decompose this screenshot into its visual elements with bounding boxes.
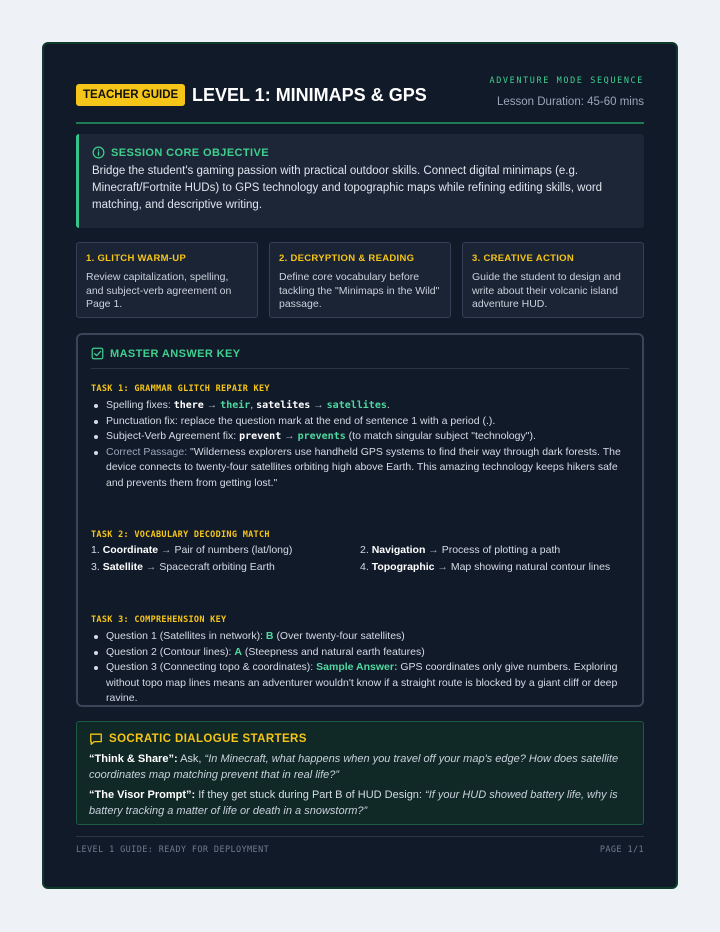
corrected-word: their <box>220 400 251 411</box>
footer-status: LEVEL 1 GUIDE: READY FOR DEPLOYMENT <box>76 845 270 855</box>
sva-note: (to match singular subject "technology"). <box>348 430 536 442</box>
task-3-list <box>91 629 629 707</box>
page-title: LEVEL 1: MINIMAPS & GPS <box>192 85 427 105</box>
answer-key-heading <box>91 347 629 369</box>
vocab-item: 4. Topographic → Map showing natural contour lines <box>360 561 611 573</box>
objective-heading <box>92 146 630 159</box>
checkbox-icon <box>91 347 104 360</box>
corrected-word: satellites <box>326 400 387 411</box>
page-number: PAGE 1/1 <box>599 845 644 855</box>
step-title: 3. CREATIVE ACTION <box>472 253 574 264</box>
vocab-item: 2. Navigation → Process of plotting a path <box>360 544 561 556</box>
header <box>76 74 644 124</box>
vocab-item: 3. Satellite → Spacecraft orbiting Earth <box>91 561 275 573</box>
step-text: Define core vocabulary before tackling the "Minimaps in the Wild" passage. <box>279 271 440 310</box>
task-1 <box>91 384 629 491</box>
arrow-icon: → <box>206 399 218 411</box>
answer-key-heading-text: MASTER ANSWER KEY <box>110 347 241 360</box>
socratic-heading <box>89 732 631 746</box>
spelling-label: Spelling fixes: <box>106 399 171 411</box>
objective-text: Bridge the student's gaming passion with practical outdoor skills. Connect digital minimaps (e.g. Minecraft/Fortnite HUDs) to GPS technology and topographic maps while refining editing skills, word matching, and descriptive writing. <box>92 165 603 211</box>
sva-label: Subject-Verb Agreement fix: <box>106 430 237 442</box>
step-card-creative-action <box>462 242 644 318</box>
sequence-label: ADVENTURE MODE SEQUENCE <box>489 76 644 86</box>
step-title: 2. DECRYPTION & READING <box>279 253 415 264</box>
spelling-fix-item: Spelling fixes: there → their, satelites → satellites. <box>91 398 629 414</box>
passage-text: "Wilderness explorers use handheld GPS systems to find their way through dark forests. The device connects to twenty-four satellites orbiting high above Earth. This amazing technology keeps hikers safe and prevents them from getting lost." <box>106 445 621 489</box>
vocab-grid <box>91 543 629 575</box>
visor-prompt: “The Visor Prompt”: If they get stuck during Part B of HUD Design: “If your HUD showed battery life, why is battery tracking a matter of life or death in a snowstorm?” <box>89 789 618 817</box>
step-card-decryption <box>269 242 451 318</box>
info-icon <box>92 146 105 159</box>
arrow-icon: → <box>284 430 295 442</box>
task-3 <box>91 615 629 707</box>
correct-passage-item <box>91 445 629 492</box>
question-1-answer: Question 1 (Satellites in network): B (Over twenty-four satellites) <box>91 629 629 645</box>
punctuation-fix-item: Punctuation fix: replace the question mark at the end of sentence 1 with a period (.). <box>91 414 629 430</box>
task-2 <box>91 530 629 575</box>
objective-heading-text: SESSION CORE OBJECTIVE <box>111 146 269 159</box>
header-meta <box>489 76 644 108</box>
incorrect-verb: prevent <box>239 431 282 442</box>
corrected-verb: prevents <box>297 431 346 442</box>
step-text: Review capitalization, spelling, and subject-verb agreement on Page 1. <box>86 271 232 310</box>
footer <box>76 836 644 855</box>
task-1-title: TASK 1: GRAMMAR GLITCH REPAIR KEY <box>91 384 270 394</box>
question-2-answer: Question 2 (Contour lines): A (Steepness and natural earth features) <box>91 645 629 661</box>
speech-bubble-icon <box>89 732 103 746</box>
step-text: Guide the student to design and write about their volcanic island adventure HUD. <box>472 271 621 310</box>
task-1-list <box>91 398 629 491</box>
vocab-item: 1. Coordinate → Pair of numbers (lat/long) <box>91 544 293 556</box>
session-objective <box>76 134 644 228</box>
step-card-glitch-warmup <box>76 242 258 318</box>
master-answer-key <box>76 333 644 707</box>
misspelled-word: there <box>173 400 204 411</box>
sva-fix-item <box>91 429 629 445</box>
misspelled-word: satelites <box>256 400 311 411</box>
teacher-guide-badge: TEACHER GUIDE <box>76 84 185 106</box>
lesson-duration: Lesson Duration: 45-60 mins <box>496 96 644 108</box>
arrow-icon: → <box>313 399 324 411</box>
task-3-title: TASK 3: COMPREHENSION KEY <box>91 615 227 625</box>
lesson-steps <box>76 242 644 318</box>
socratic-dialogue <box>76 721 644 825</box>
step-title: 1. GLITCH WARM-UP <box>86 253 187 264</box>
guide-page <box>42 42 678 889</box>
socratic-heading-text: SOCRATIC DIALOGUE STARTERS <box>109 733 307 745</box>
task-2-title: TASK 2: VOCABULARY DECODING MATCH <box>91 530 270 540</box>
question-3-answer: Question 3 (Connecting topo & coordinates): Sample Answer: GPS coordinates only give numbers. Exploring without topo map lines means an adventurer wouldn't know if a straight route is blocked by a giant cliff or deep ravine. <box>91 660 629 707</box>
think-share-prompt: “Think & Share”: Ask, “In Minecraft, what happens when you travel off your map's edge? How does satellite coordinates map matching prevent that in real life?” <box>89 753 619 781</box>
passage-label: Correct Passage: <box>106 445 188 458</box>
